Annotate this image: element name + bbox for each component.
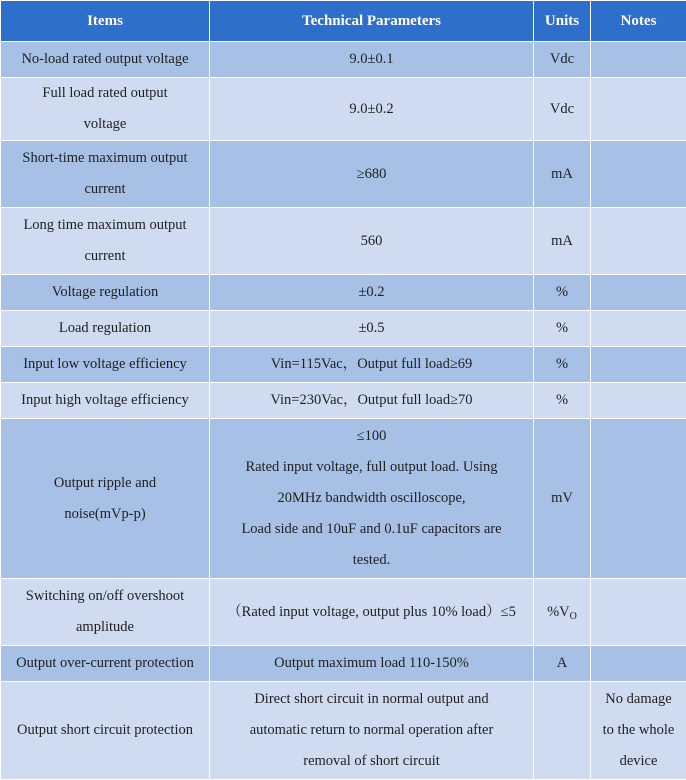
table-row [1, 78, 686, 141]
param-cell: Output maximum load 110-150% [210, 646, 534, 682]
unit-cell: Vdc [534, 78, 591, 141]
unit-cell [534, 579, 591, 646]
param-cell [210, 419, 534, 579]
param-cell: ±0.2 [210, 275, 534, 311]
unit-cell: Vdc [534, 42, 591, 78]
note-cell [591, 419, 686, 579]
note-cell [591, 275, 686, 311]
param-line: ≤100 [224, 421, 519, 452]
note-cell [591, 383, 686, 419]
note-cell [591, 78, 686, 141]
param-cell: Direct short circuit in normal output and automatic return to normal operation after removal of short circuit [210, 682, 534, 780]
table-row [1, 646, 686, 682]
table-row [1, 419, 686, 579]
item-cell: Full load rated output voltage [1, 78, 210, 141]
note-cell [591, 141, 686, 208]
param-cell: 9.0±0.2 [210, 78, 534, 141]
header-notes: Notes [591, 1, 686, 42]
table-row [1, 383, 686, 419]
param-cell: ±0.5 [210, 311, 534, 347]
unit-cell: % [534, 347, 591, 383]
item-cell: Input low voltage efficiency [1, 347, 210, 383]
table-row [1, 347, 686, 383]
param-line: Rated input voltage, full output load. Using 20MHz bandwidth oscilloscope, [224, 452, 519, 514]
unit-subscript: O [570, 611, 577, 622]
note-cell [591, 579, 686, 646]
item-cell: Long time maximum output current [1, 208, 210, 275]
note-cell [591, 347, 686, 383]
unit-cell: mA [534, 141, 591, 208]
note-cell [591, 646, 686, 682]
note-cell [591, 42, 686, 78]
table-row [1, 311, 686, 347]
item-cell: Load regulation [1, 311, 210, 347]
unit-cell: % [534, 311, 591, 347]
header-row [1, 1, 686, 42]
table-row [1, 42, 686, 78]
param-cell: 9.0±0.1 [210, 42, 534, 78]
param-cell: Vin=230Vac，Output full load≥70 [210, 383, 534, 419]
unit-cell [534, 682, 591, 780]
unit-cell: mV [534, 419, 591, 579]
table-row [1, 275, 686, 311]
item-cell: Output short circuit protection [1, 682, 210, 780]
header-units: Units [534, 1, 591, 42]
unit-cell: mA [534, 208, 591, 275]
table-row [1, 579, 686, 646]
item-cell: Voltage regulation [1, 275, 210, 311]
note-cell [591, 208, 686, 275]
item-cell: Input high voltage efficiency [1, 383, 210, 419]
note-cell: No damage to the whole device [591, 682, 686, 780]
param-cell: ≥680 [210, 141, 534, 208]
note-cell [591, 311, 686, 347]
item-cell: Short-time maximum output current [1, 141, 210, 208]
table-row [1, 682, 686, 780]
param-cell: （Rated input voltage, output plus 10% load）≤5 [210, 579, 534, 646]
table-row [1, 141, 686, 208]
unit-cell: % [534, 275, 591, 311]
item-cell: Output ripple and noise(mVp-p) [1, 419, 210, 579]
header-items: Items [1, 1, 210, 42]
unit-main: %V [547, 604, 570, 620]
param-cell: Vin=115Vac，Output full load≥69 [210, 347, 534, 383]
header-params: Technical Parameters [210, 1, 534, 42]
param-cell: 560 [210, 208, 534, 275]
item-cell: Output over-current protection [1, 646, 210, 682]
param-line: Load side and 10uF and 0.1uF capacitors are tested. [224, 514, 519, 576]
unit-cell: A [534, 646, 591, 682]
table-row [1, 208, 686, 275]
unit-cell: % [534, 383, 591, 419]
item-cell: No-load rated output voltage [1, 42, 210, 78]
item-cell: Switching on/off overshoot amplitude [1, 579, 210, 646]
